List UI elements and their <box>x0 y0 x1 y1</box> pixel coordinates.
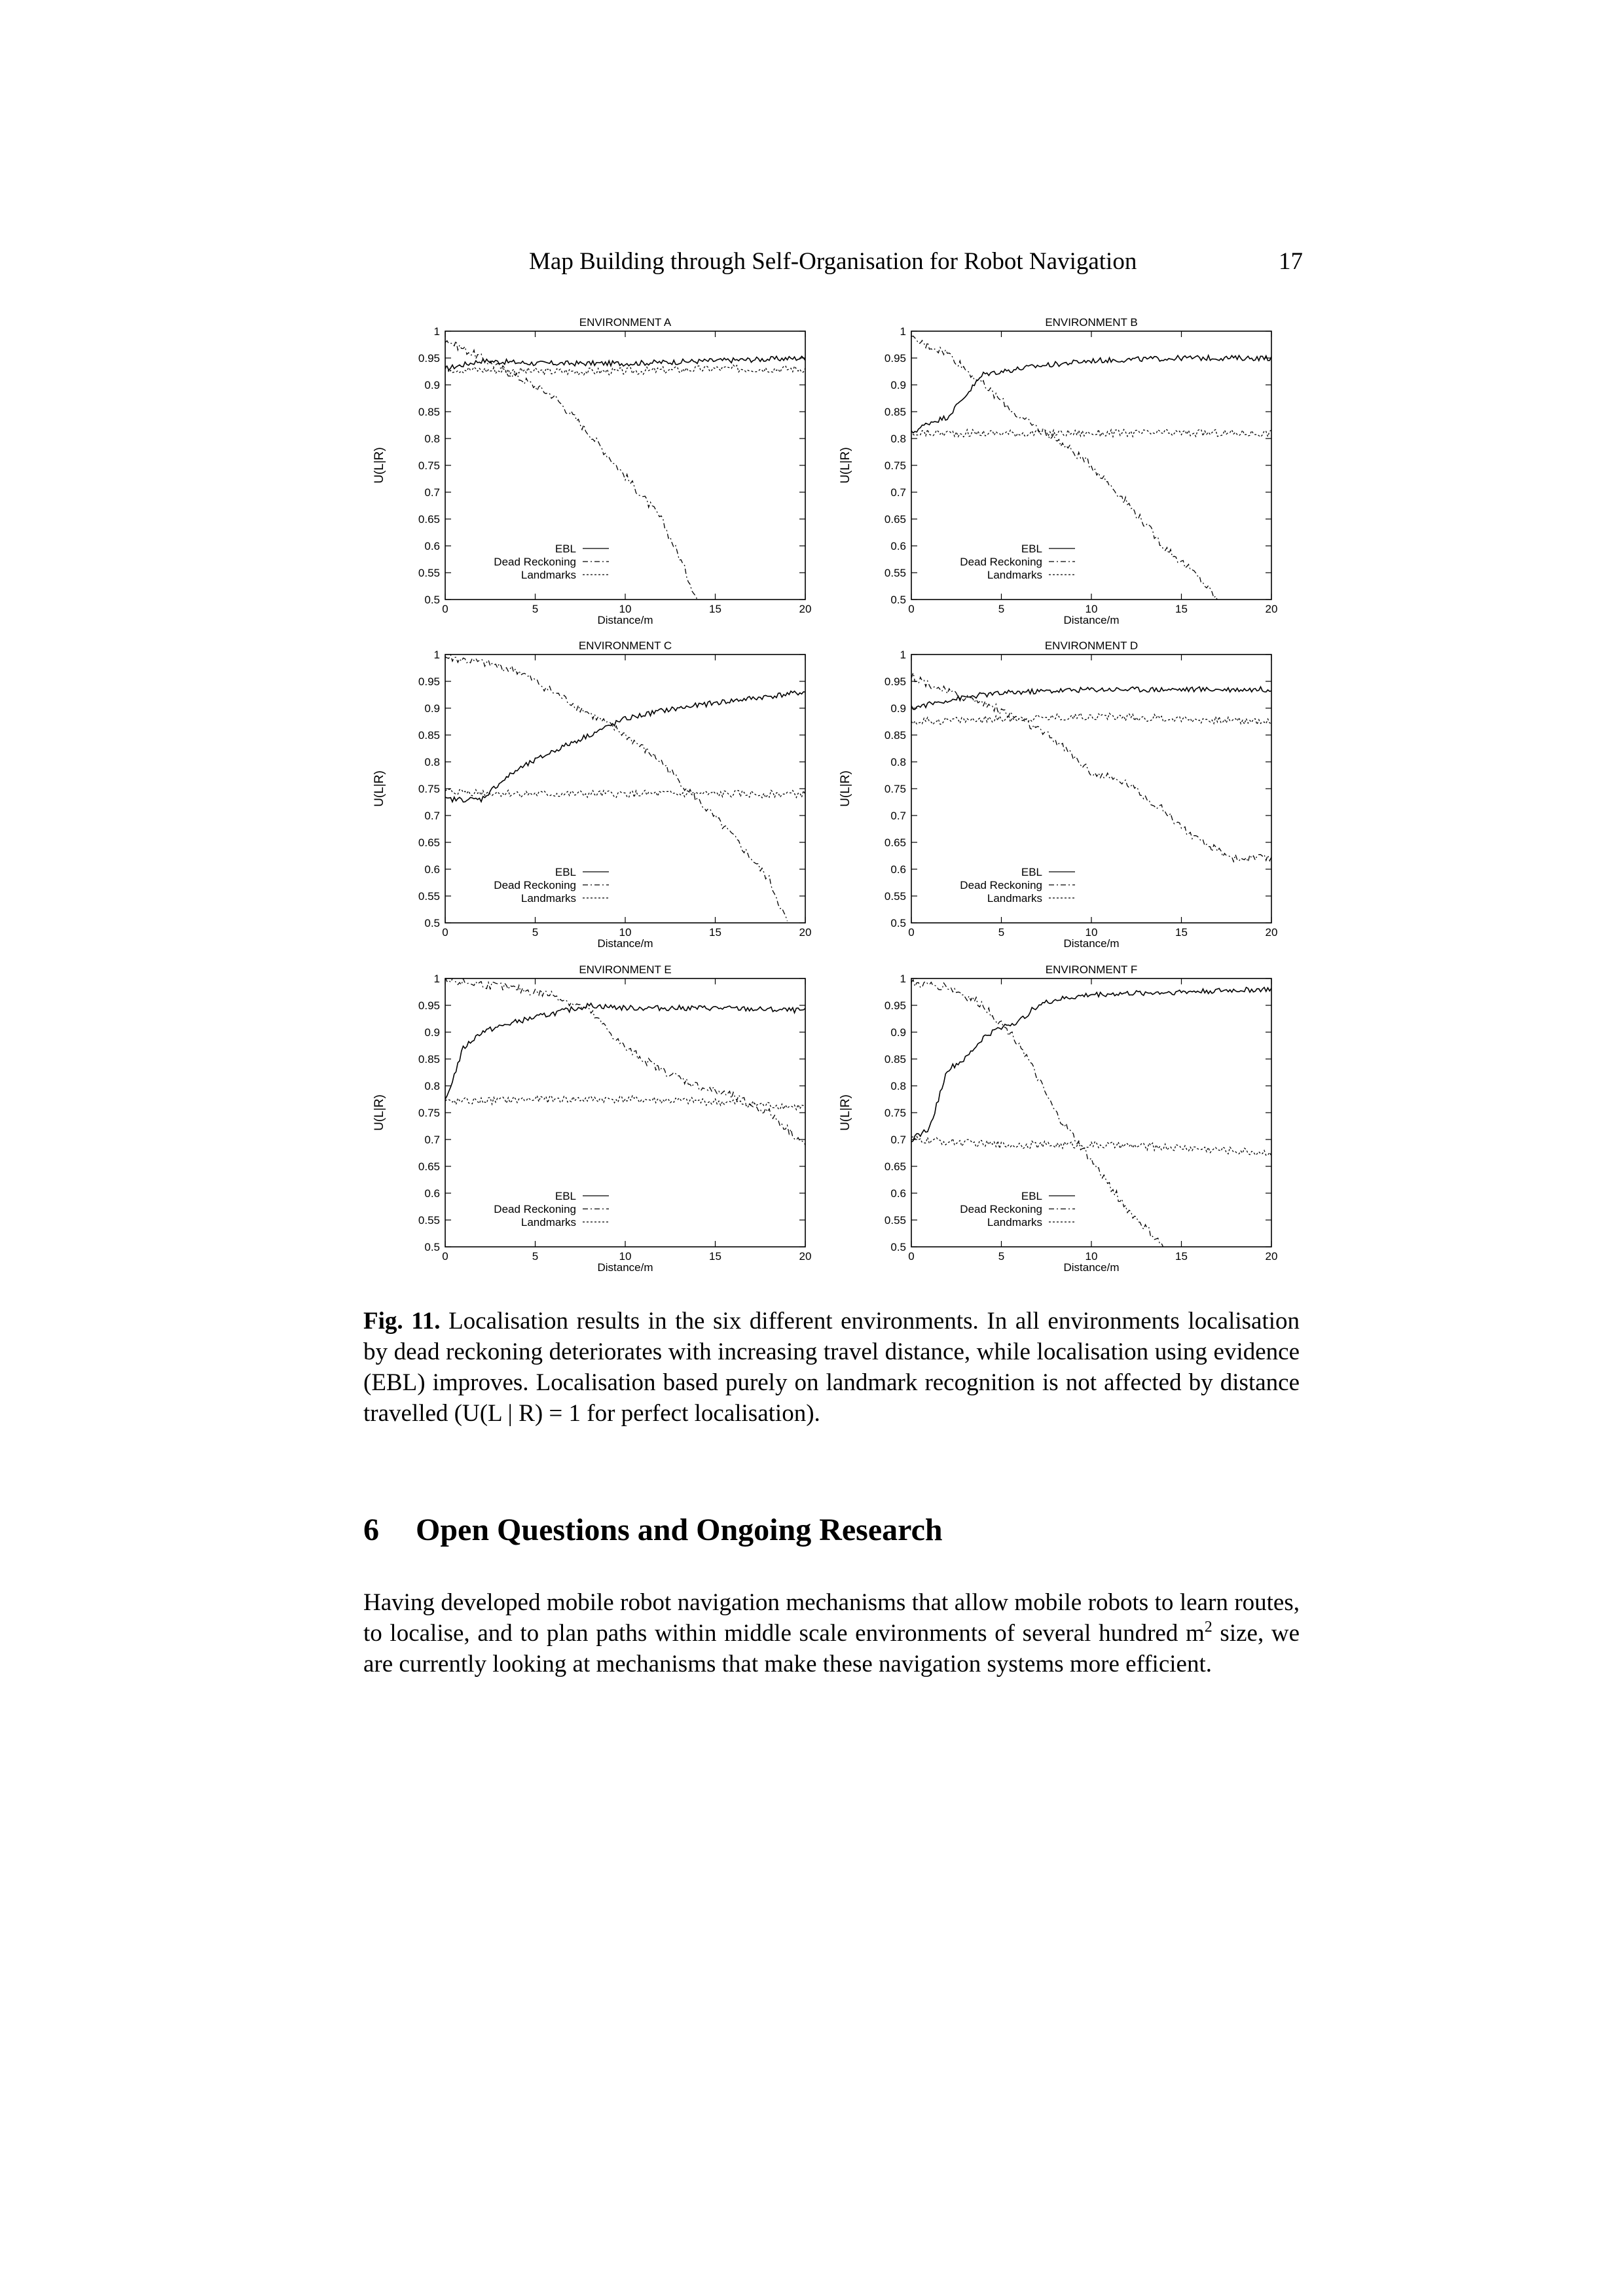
x-tick-label: 0 <box>442 1250 448 1263</box>
x-tick-label: 15 <box>1175 1250 1188 1263</box>
legend-label: Landmarks <box>520 569 576 581</box>
series-landmarks <box>911 1136 1271 1157</box>
chart-title: ENVIRONMENT A <box>579 316 672 329</box>
x-tick-label: 5 <box>532 603 539 615</box>
y-axis-label: U(L|R) <box>373 447 386 484</box>
y-tick-label: 0.65 <box>884 836 906 849</box>
body-superscript: 2 <box>1204 1619 1213 1636</box>
x-tick-label: 5 <box>998 603 1005 615</box>
y-tick-label: 0.55 <box>884 1214 906 1227</box>
legend-label: Dead Reckoning <box>494 1203 576 1215</box>
body-text-part1: Having developed mobile robot navigation mechanisms that allow mobile robots to learn routes, to localise, and to plan paths within middle scale environments of several hundred m <box>363 1589 1300 1647</box>
legend-label: Dead Reckoning <box>494 879 576 891</box>
legend-label: Dead Reckoning <box>494 556 576 568</box>
y-tick-label: 0.95 <box>884 352 906 365</box>
x-tick-label: 0 <box>908 926 915 939</box>
series-landmarks <box>445 789 805 798</box>
y-tick-label: 0.55 <box>884 567 906 579</box>
y-tick-label: 0.55 <box>418 1214 440 1227</box>
y-tick-label: 0.9 <box>890 379 906 391</box>
chart-d <box>839 639 1277 950</box>
chart-title: ENVIRONMENT B <box>1045 316 1138 329</box>
y-tick-label: 0.8 <box>890 1080 906 1092</box>
y-tick-label: 0.5 <box>890 594 906 606</box>
y-tick-label: 0.8 <box>424 433 440 445</box>
y-tick-label: 0.55 <box>884 890 906 903</box>
y-axis-label: U(L|R) <box>839 447 852 484</box>
chart-c <box>373 639 811 950</box>
y-tick-label: 0.85 <box>418 729 440 742</box>
y-axis-label: U(L|R) <box>373 1094 386 1131</box>
y-tick-label: 0.5 <box>424 594 440 606</box>
x-tick-label: 20 <box>799 1250 812 1263</box>
x-tick-label: 10 <box>619 1250 632 1263</box>
y-tick-label: 1 <box>433 325 440 338</box>
y-tick-label: 1 <box>900 325 906 338</box>
x-axis-label: Distance/m <box>597 1261 653 1274</box>
legend-label: EBL <box>555 866 576 878</box>
y-tick-label: 1 <box>433 649 440 661</box>
legend-label: EBL <box>1021 866 1042 878</box>
y-tick-label: 0.7 <box>424 486 440 499</box>
y-tick-label: 0.8 <box>890 756 906 768</box>
x-tick-label: 5 <box>998 926 1005 939</box>
y-tick-label: 0.75 <box>884 459 906 472</box>
x-tick-label: 15 <box>1175 603 1188 615</box>
x-tick-label: 10 <box>1085 926 1098 939</box>
y-tick-label: 0.65 <box>418 1160 440 1173</box>
series-landmarks <box>911 713 1271 725</box>
y-tick-label: 0.7 <box>890 1134 906 1146</box>
y-tick-label: 0.7 <box>890 486 906 499</box>
x-tick-label: 20 <box>799 603 812 615</box>
chart-e <box>373 963 811 1274</box>
y-tick-label: 0.9 <box>424 1026 440 1039</box>
section-title: Open Questions and Ongoing Research <box>416 1513 943 1547</box>
y-tick-label: 0.65 <box>418 513 440 526</box>
y-tick-label: 0.75 <box>418 459 440 472</box>
y-axis-label: U(L|R) <box>839 1094 852 1131</box>
legend-label: Landmarks <box>987 569 1042 581</box>
y-tick-label: 0.55 <box>418 567 440 579</box>
y-tick-label: 0.65 <box>884 513 906 526</box>
legend-label: Dead Reckoning <box>960 556 1042 568</box>
x-axis-label: Distance/m <box>1063 614 1120 626</box>
x-tick-label: 15 <box>709 1250 721 1263</box>
y-tick-label: 0.5 <box>890 917 906 929</box>
caption-label: Fig. 11. <box>363 1308 441 1335</box>
legend-label: Landmarks <box>987 1216 1042 1229</box>
x-axis-label: Distance/m <box>597 614 653 626</box>
y-tick-label: 0.9 <box>424 702 440 715</box>
chart-b <box>839 316 1277 626</box>
y-tick-label: 0.75 <box>418 1107 440 1119</box>
x-axis-label: Distance/m <box>1063 937 1120 950</box>
series-ebl <box>911 355 1271 433</box>
y-tick-label: 0.6 <box>424 863 440 876</box>
section-number: 6 <box>363 1513 379 1547</box>
y-axis-label: U(L|R) <box>373 770 386 807</box>
legend-label: Landmarks <box>520 1216 576 1229</box>
y-tick-label: 0.9 <box>890 1026 906 1039</box>
body-text-part2: size, we are currently looking at mechanisms that make these navigation systems more efficient. <box>363 1620 1300 1677</box>
y-tick-label: 0.85 <box>884 729 906 742</box>
y-tick-label: 0.6 <box>890 540 906 552</box>
y-tick-label: 0.65 <box>418 836 440 849</box>
x-tick-label: 0 <box>908 603 915 615</box>
chart-title: ENVIRONMENT E <box>579 963 672 976</box>
y-tick-label: 1 <box>900 973 906 985</box>
y-tick-label: 0.9 <box>424 379 440 391</box>
y-tick-label: 0.5 <box>890 1241 906 1253</box>
legend-label: EBL <box>555 1190 576 1202</box>
figure-caption <box>363 1306 1300 1429</box>
x-tick-label: 5 <box>532 1250 539 1263</box>
x-axis-label: Distance/m <box>1063 1261 1120 1274</box>
x-tick-label: 10 <box>1085 603 1098 615</box>
chart-title: ENVIRONMENT C <box>578 639 672 652</box>
section-body <box>363 1587 1300 1679</box>
y-tick-label: 0.5 <box>424 1241 440 1253</box>
y-tick-label: 0.75 <box>418 783 440 795</box>
legend-label: EBL <box>1021 1190 1042 1202</box>
series-landmarks <box>445 1096 805 1110</box>
caption-text: Localisation results in the six different environments. In all environments localisation by dead reckoning deteriorates with increasing travel distance, while localisation using evidence (EBL) improves. Localisation based purely on landmark recognition is not affected by distance travelled (U(L | R) = 1 for perfect localisation). <box>363 1308 1300 1427</box>
legend-label: EBL <box>1021 543 1042 555</box>
y-tick-label: 0.7 <box>424 1134 440 1146</box>
y-tick-label: 0.6 <box>890 1187 906 1200</box>
y-tick-label: 0.85 <box>418 1053 440 1066</box>
y-tick-label: 1 <box>433 973 440 985</box>
x-tick-label: 20 <box>799 926 812 939</box>
running-title: Map Building through Self-Organisation for Robot Navigation <box>529 248 1137 275</box>
y-tick-label: 0.95 <box>418 675 440 688</box>
series-dead-reckoning <box>445 977 805 1145</box>
series-ebl <box>445 356 805 370</box>
legend-label: Dead Reckoning <box>960 1203 1042 1215</box>
series-ebl <box>445 1003 805 1100</box>
x-axis-label: Distance/m <box>597 937 653 950</box>
y-tick-label: 0.6 <box>890 863 906 876</box>
x-tick-label: 10 <box>619 926 632 939</box>
y-tick-label: 0.85 <box>884 406 906 418</box>
y-tick-label: 0.8 <box>424 756 440 768</box>
y-tick-label: 0.5 <box>424 917 440 929</box>
y-tick-label: 0.7 <box>890 810 906 822</box>
chart-title: ENVIRONMENT F <box>1045 963 1138 976</box>
series-dead-reckoning <box>911 673 1271 862</box>
series-ebl <box>911 988 1271 1142</box>
series-ebl <box>445 691 805 802</box>
y-tick-label: 0.85 <box>884 1053 906 1066</box>
series-dead-reckoning <box>911 336 1218 600</box>
x-tick-label: 15 <box>1175 926 1188 939</box>
y-tick-label: 0.6 <box>424 1187 440 1200</box>
legend-label: EBL <box>555 543 576 555</box>
y-tick-label: 0.75 <box>884 1107 906 1119</box>
y-tick-label: 0.75 <box>884 783 906 795</box>
y-tick-label: 0.95 <box>884 675 906 688</box>
legend-label: Landmarks <box>987 892 1042 905</box>
x-tick-label: 0 <box>442 926 448 939</box>
x-tick-label: 20 <box>1265 1250 1278 1263</box>
series-landmarks <box>445 365 805 375</box>
series-landmarks <box>911 429 1271 437</box>
y-tick-label: 0.8 <box>890 433 906 445</box>
y-tick-label: 0.55 <box>418 890 440 903</box>
chart-f <box>839 963 1277 1274</box>
y-tick-label: 1 <box>900 649 906 661</box>
y-tick-label: 0.65 <box>884 1160 906 1173</box>
x-tick-label: 15 <box>709 603 721 615</box>
y-tick-label: 0.95 <box>418 352 440 365</box>
page-number: 17 <box>1279 248 1303 275</box>
x-tick-label: 10 <box>619 603 632 615</box>
y-tick-label: 0.95 <box>418 999 440 1012</box>
x-tick-label: 20 <box>1265 603 1278 615</box>
section-heading <box>363 1512 943 1548</box>
chart-title: ENVIRONMENT D <box>1044 639 1139 652</box>
y-tick-label: 0.95 <box>884 999 906 1012</box>
x-tick-label: 10 <box>1085 1250 1098 1263</box>
chart-a <box>373 316 811 626</box>
y-tick-label: 0.6 <box>424 540 440 552</box>
x-tick-label: 0 <box>908 1250 915 1263</box>
x-tick-label: 20 <box>1265 926 1278 939</box>
x-tick-label: 15 <box>709 926 721 939</box>
y-tick-label: 0.9 <box>890 702 906 715</box>
x-tick-label: 5 <box>532 926 539 939</box>
x-tick-label: 0 <box>442 603 448 615</box>
y-tick-label: 0.85 <box>418 406 440 418</box>
legend-label: Dead Reckoning <box>960 879 1042 891</box>
y-tick-label: 0.7 <box>424 810 440 822</box>
y-tick-label: 0.8 <box>424 1080 440 1092</box>
legend-label: Landmarks <box>520 892 576 905</box>
x-tick-label: 5 <box>998 1250 1005 1263</box>
y-axis-label: U(L|R) <box>839 770 852 807</box>
